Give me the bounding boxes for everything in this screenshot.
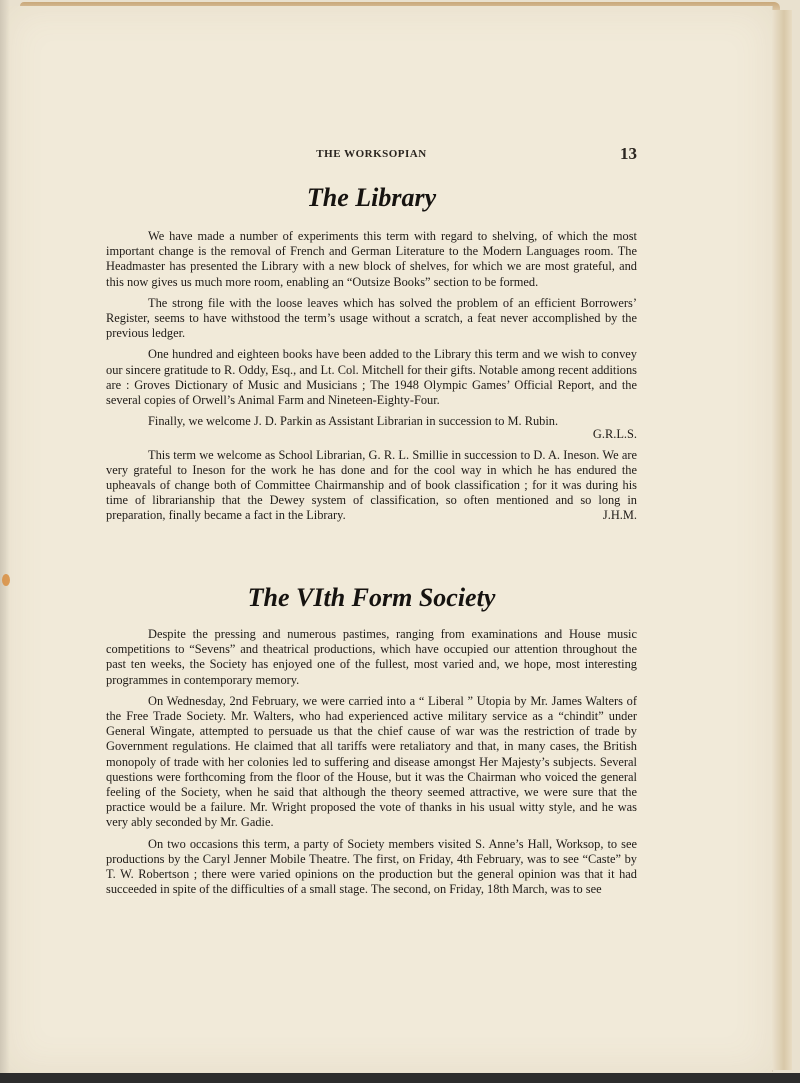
library-paragraph-3: One hundred and eighteen books have been added to the Library this term and we wish to convey our sincere gratitude to R. Oddy, Esq., and Lt. Col. Mitchell for their gifts. Notable among recent additions are : Groves Dictionary of Music and Musicians ; The 1948 Olympic Games’ Official Report, and the several copies of Orwell’s Animal Farm and Nineteen-Eighty-Four. (106, 347, 637, 408)
library-paragraph-5 (106, 448, 637, 524)
library-paragraph-5-text: This term we welcome as School Librarian, G. R. L. Smillie in succession to D. A. Ineson. We are very grateful to Ineson for the work he has done and for the cool way in which he has endured the upheavals of change both of Committee Chairmanship and of book classification ; for it was during his time of librarianship that the Dewey system of classification, so often mentioned and so long in preparation, finally became a fact in the Library. (106, 447, 637, 523)
binding-shadow (0, 0, 10, 1083)
library-paragraph-2: The strong file with the loose leaves which has solved the problem of an efficient Borrowers’ Register, seems to have withstood the term’s usage without a scratch, a feat never accomplished by the previous ledger. (106, 295, 637, 341)
sixth-form-paragraph-2: On Wednesday, 2nd February, we were carried into a “ Liberal ” Utopia by Mr. James Walters of the Free Trade Society. Mr. Walters, who had experienced active military service as a “chindit” under General Wingate, attempted to persuade us that the chief cause of war was the restriction of trade by Government regulations. He claimed that all tariffs were retaliatory and that, in many cases, the British monopoly of trade with her colonies led to suffering and disease amongst Her Majesty’s subjects. Several questions were forthcoming from the floor of the House, but it was the Chairman who voiced the general feeling of the Society, when he said that although the theory seemed attractive, we were sure that the practice would be a failure. Mr. Wright proposed the vote of thanks in his usual witty style, and he was very ably seconded by Mr. Gadie. (106, 693, 637, 830)
paper-stain (2, 574, 10, 586)
sixth-form-paragraph-3: On two occasions this term, a party of Society members visited S. Anne’s Hall, Worksop, to see productions by the Caryl Jenner Mobile Theatre. The first, on Friday, 4th February, was to see “Caste” by T. W. Robertson ; there were varied opinions on the production but the general opinion was that it had succeeded in spite of the difficulties of a small stage. The second, on Friday, 18th March, was to see (106, 836, 637, 897)
running-header (106, 144, 637, 164)
sixth-form-society-heading: The VIth Form Society (247, 583, 496, 612)
library-heading: The Library (306, 183, 437, 212)
library-section (106, 229, 637, 530)
magazine-page (6, 6, 773, 1072)
sixth-form-society-section (106, 627, 637, 903)
page-right-edge (772, 10, 792, 1070)
library-paragraph-1: We have made a number of experiments this term with regard to shelving, of which the most important change is the removal of French and German Literature to the Modern Languages room. The Headmaster has presented the Library with a new block of shelves, for which we are most grateful, and this now gives us much more room, enabling an “Outsize Books” section to be formed. (106, 229, 637, 289)
page-number: 13 (620, 144, 637, 163)
library-paragraph-4: Finally, we welcome J. D. Parkin as Assistant Librarian in succession to M. Rubin. (148, 414, 559, 429)
library-signature-grls: G.R.L.S. (592, 427, 637, 442)
sixth-form-paragraph-1: Despite the pressing and numerous pastimes, ranging from examinations and House music competitions to “Sevens” and theatrical productions, which have occupied our attention throughout the past ten weeks, the Society has enjoyed one of the fullest, most varied and, we hope, most interesting programmes in contemporary memory. (106, 627, 637, 687)
scanner-bottom-strip (0, 1073, 800, 1083)
running-title: THE WORKSOPIAN (316, 148, 427, 160)
library-signature-jhm: J.H.M. (602, 508, 637, 523)
